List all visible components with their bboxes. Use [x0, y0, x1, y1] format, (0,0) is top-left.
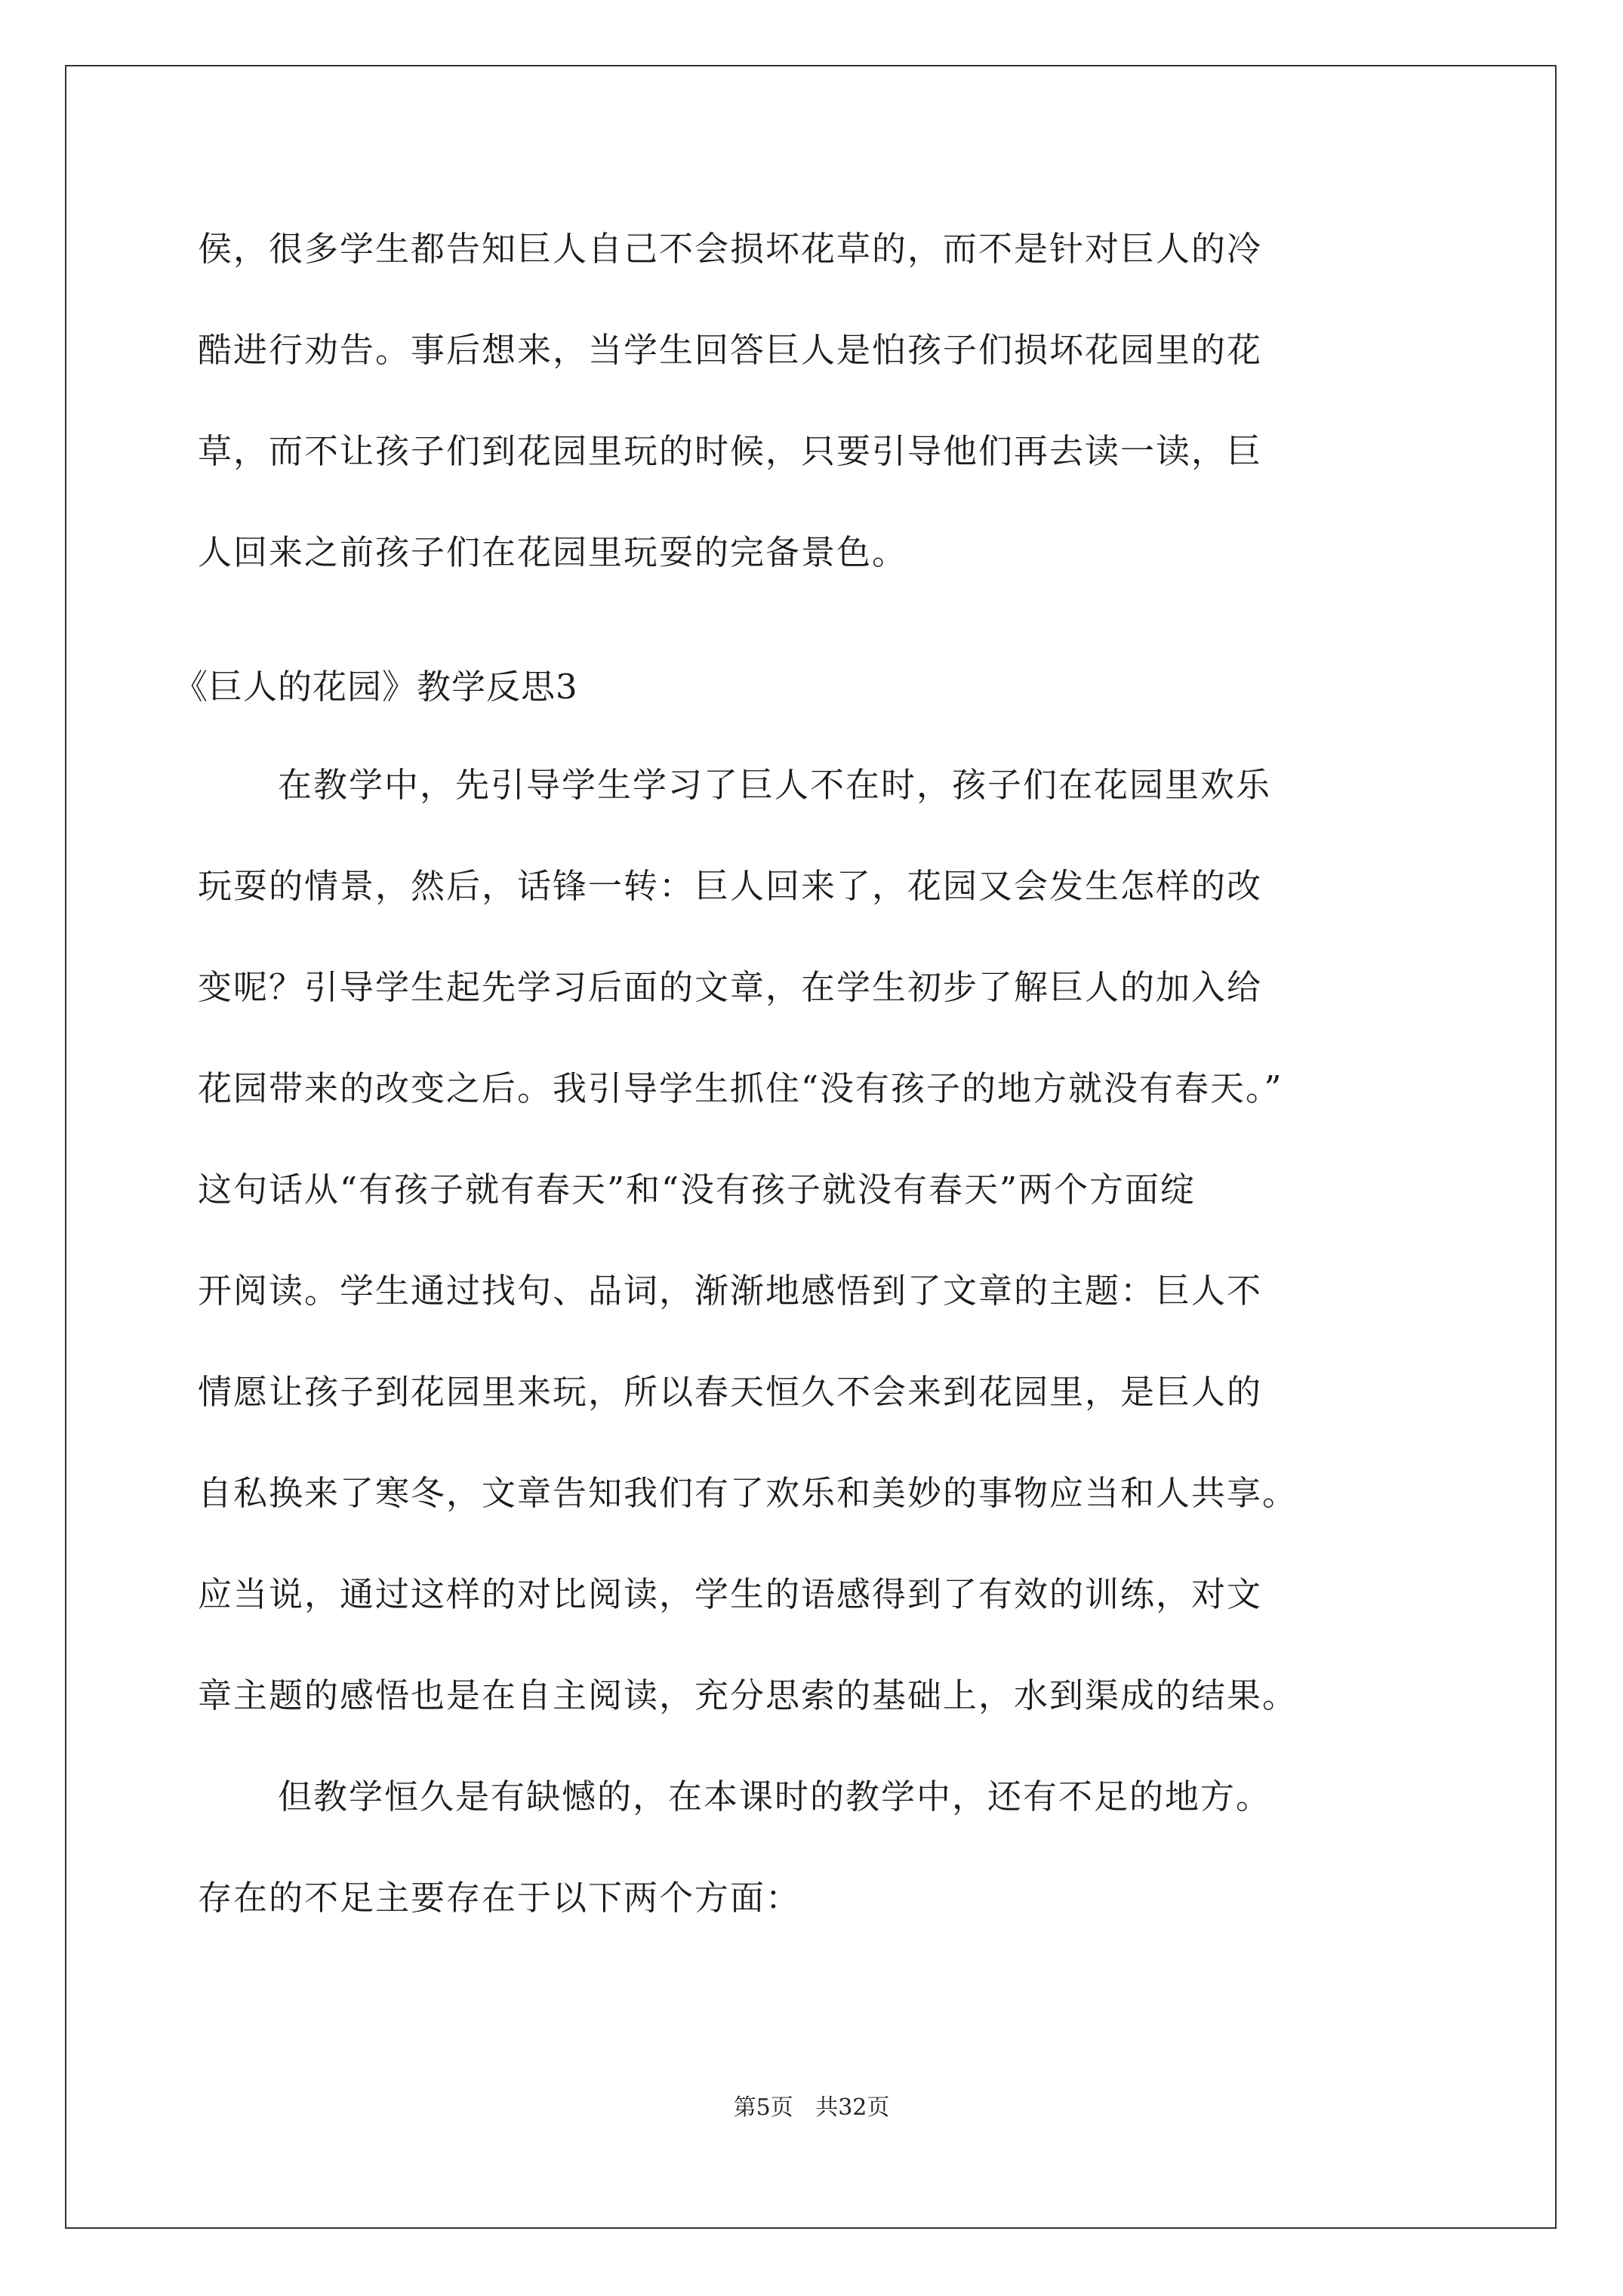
text-line: 侯，很多学生都告知巨人自己不会损坏花草的，而不是针对巨人的冷	[198, 229, 1263, 269]
text-line: 章主题的感悟也是在自主阅读，充分思索的基础上，水到渠成的结果。	[198, 1675, 1298, 1715]
text-line: 变呢？引导学生起先学习后面的文章，在学生初步了解巨人的加入给	[198, 967, 1263, 1007]
text-line: 情愿让孩子到花园里来玩，所以春天恒久不会来到花园里，是巨人的	[198, 1372, 1263, 1412]
text-line: 玩耍的情景，然后，话锋一转：巨人回来了，花园又会发生怎样的改	[198, 866, 1263, 906]
text-line: 在教学中，先引导学生学习了巨人不在时，孩子们在花园里欢乐	[278, 765, 1272, 805]
text-line: 存在的不足主要存在于以下两个方面：	[198, 1878, 802, 1918]
text-line: 应当说，通过这样的对比阅读，学生的语感得到了有效的训练，对文	[198, 1574, 1263, 1614]
page-number: 第5页	[733, 2094, 793, 2121]
text-line: 开阅读。学生通过找句、品词，渐渐地感悟到了文章的主题：巨人不	[198, 1271, 1263, 1311]
text-line: 人回来之前孩子们在花园里玩耍的完备景色。	[198, 532, 908, 572]
text-line: 花园带来的改变之后。我引导学生抓住“没有孩子的地方就没有春天。”	[198, 1068, 1283, 1108]
text-line: 但教学恒久是有缺憾的，在本课时的教学中，还有不足的地方。	[278, 1777, 1272, 1817]
section-heading: 《巨人的花园》教学反思3	[174, 667, 578, 707]
text-line: 自私换来了寒冬，文章告知我们有了欢乐和美妙的事物应当和人共享。	[198, 1473, 1298, 1513]
page-footer	[0, 2093, 1623, 2123]
text-line: 酷进行劝告。事后想来，当学生回答巨人是怕孩子们损坏花园里的花	[198, 330, 1263, 370]
text-line: 草，而不让孩子们到花园里玩的时候，只要引导他们再去读一读，巨	[198, 431, 1263, 471]
page-total: 共32页	[815, 2094, 890, 2121]
text-line: 这句话从“有孩子就有春天”和“没有孩子就没有春天”两个方面绽	[198, 1170, 1196, 1210]
